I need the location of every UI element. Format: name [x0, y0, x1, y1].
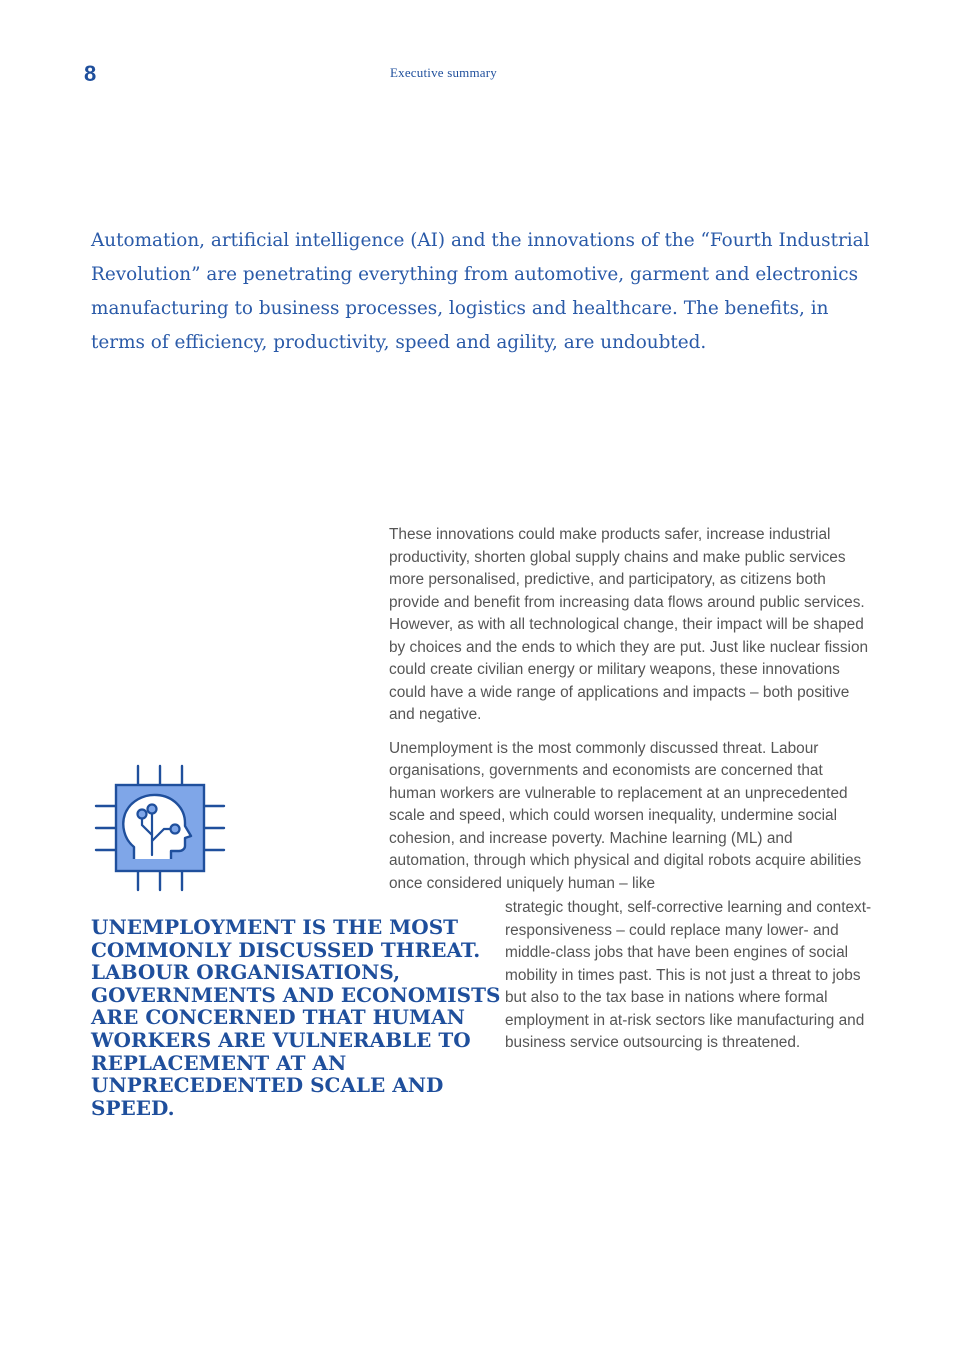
running-header: Executive summary: [390, 65, 498, 80]
ai-head-chip-icon: [94, 763, 226, 893]
pull-quote: UNEMPLOYMENT IS THE MOST COMMONLY DISCUSSED THREAT. LABOUR ORGANISATIONS, GOVERNMENTS AND ECONOMISTS ARE CONCERNED THAT HUMAN WORKERS ARE VULNERABLE TO REPLACEMENT AT AN UNPRECEDENTED SCALE AND SPEED.: [91, 915, 501, 1120]
intro-paragraph: Automation, artificial intelligence (AI) and the innovations of the “Fourth Industrial Revolution” are penetrating everything from automotive, garment and electronics manufacturing to business processes, logistics and healthcare. The benefits, in terms of efficiency, productivity, speed and agility, are undoubted.: [91, 230, 870, 353]
body-paragraph-1: These innovations could make products safer, increase industrial productivity, shorten global supply chains and make public services more personalised, predictive, and participatory, as citizens both provide and benefit from increasing data flows around public services. However, as with all technological change, their impact will be shaped by choices and the ends to which they are put. Just like nuclear fission could create civilian energy or military weapons, these innovations could have a wide range of applications and impacts – both positive and negative.: [389, 526, 869, 723]
page-number: 8: [84, 61, 97, 86]
body-paragraph-2-continued: strategic thought, self-corrective learning and context-responsiveness – could replace many lower- and middle-class jobs that have been engines of social mobility in times past. This is not just a threat to jobs but also to the tax base in nations where formal employment in at-risk sectors like manufacturing and business service outsourcing is threatened.: [505, 899, 872, 1051]
body-column: [389, 524, 874, 906]
body-paragraph-2: Unemployment is the most commonly discussed threat. Labour organisations, governments and economists are concerned that human workers are vulnerable to replacement at an unprecedented scale and speed, which could worsen inequality, undermine social cohesion, and increase poverty. Machine learning (ML) and automation, through which physical and digital robots acquire abilities once considered uniquely human – like: [389, 739, 862, 892]
